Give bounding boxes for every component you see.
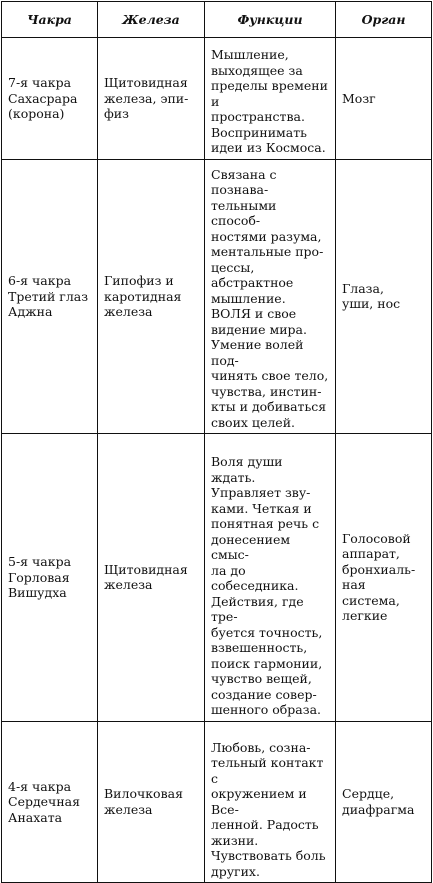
gland-cell: Щитовидная железа, эпи- физ (98, 38, 205, 160)
chakra-cell: 7-я чакра Сахасрара (корона) (2, 38, 98, 160)
chakra-cell: 6-я чакра Третий глаз Аджна (2, 159, 98, 434)
organ-cell: Сердце, диафрагма (336, 721, 432, 883)
chakra-cell: 4-я чакра Сердечная Анахата (2, 721, 98, 883)
function-cell: Мышление, выходящее за пределы времени и пространства. Воспринимать идеи из Космоса. (205, 38, 336, 160)
table-row (2, 159, 432, 434)
header-chakra: Чакра (2, 2, 98, 38)
function-cell: Связана с познава- тельными способ- ностями разума, ментальные про- цессы, абстрактное мышление. ВОЛЯ и свое видение мира. Умение волей под- чинять свое тело, чувства, инстин- кты и добиваться своих целей. (205, 159, 336, 434)
organ-cell: Глаза, уши, нос (336, 159, 432, 434)
table-header-row (2, 2, 432, 38)
gland-cell: Щитовидная железа (98, 434, 205, 722)
organ-cell: Голосовой аппарат, бронхиаль- ная система, легкие (336, 434, 432, 722)
table-row (2, 721, 432, 883)
organ-cell: Мозг (336, 38, 432, 160)
chakra-cell: 5-я чакра Горловая Вишудха (2, 434, 98, 722)
function-cell: Любовь, созна- тельный контакт с окружением и Все- ленной. Радость жизни. Чувствовать боль других. (205, 721, 336, 883)
header-function: Функции (205, 2, 336, 38)
function-cell: Воля души ждать. Управляет зву- ками. Четкая и понятная речь с донесением смыс- ла до собеседника. Действия, где тре- буется точность, взвешенность, поиск гармонии, чувство вещей, создание совер- шенного образа. (205, 434, 336, 722)
header-organ: Орган (336, 2, 432, 38)
gland-cell: Гипофиз и каротидная железа (98, 159, 205, 434)
header-gland: Железа (98, 2, 205, 38)
chakra-table (1, 1, 432, 883)
table-row (2, 38, 432, 160)
gland-cell: Вилочковая железа (98, 721, 205, 883)
table-row (2, 434, 432, 722)
